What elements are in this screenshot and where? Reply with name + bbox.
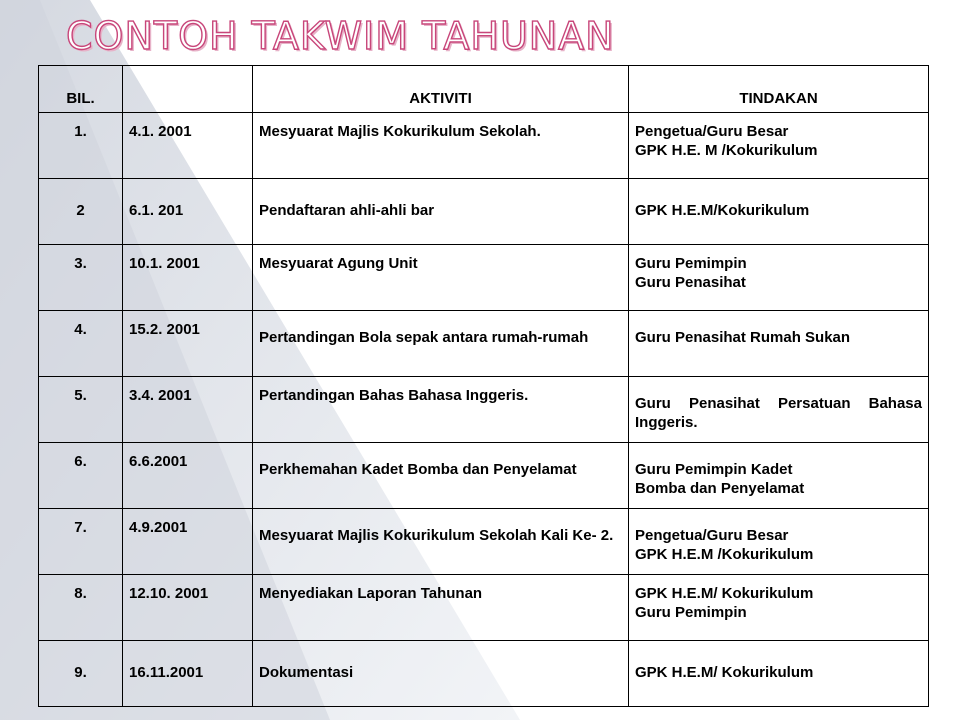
tindakan-line: Guru Penasihat Persatuan Bahasa Inggeris.: [635, 395, 922, 431]
cell-tindakan: [629, 113, 929, 179]
tindakan-line: Pengetua/Guru Besar: [635, 527, 789, 544]
header-tarikh: [123, 66, 253, 113]
cell-tindakan: [629, 245, 929, 311]
table-row: [39, 113, 929, 179]
cell-tarikh: 6.1. 201: [123, 179, 253, 245]
cell-bil: 3.: [39, 245, 123, 311]
cell-aktiviti: Pendaftaran ahli-ahli bar: [253, 179, 629, 245]
page-title: CONTOH TAKWIM TAHUNAN: [66, 14, 615, 58]
cell-bil: 4.: [39, 311, 123, 377]
tindakan-line: GPK H.E.M/Kokurikulum: [635, 202, 810, 219]
cell-tarikh: 6.6.2001: [123, 443, 253, 509]
cell-bil: 8.: [39, 575, 123, 641]
tindakan-line: Guru Pemimpin Kadet: [635, 461, 793, 478]
table-row: [39, 311, 929, 377]
cell-tarikh: 16.11.2001: [123, 641, 253, 707]
cell-aktiviti: Perkhemahan Kadet Bomba dan Penyelamat: [253, 443, 629, 509]
cell-bil: 5.: [39, 377, 123, 443]
table-row: [39, 179, 929, 245]
table-row: [39, 443, 929, 509]
cell-tarikh: 4.1. 2001: [123, 113, 253, 179]
tindakan-line: Bomba dan Penyelamat: [635, 480, 805, 497]
header-aktiviti: AKTIVITI: [253, 66, 629, 113]
table-row: [39, 575, 929, 641]
tindakan-line: GPK H.E.M /Kokurikulum: [635, 546, 814, 563]
cell-tindakan: [629, 575, 929, 641]
cell-bil: 6.: [39, 443, 123, 509]
table-row: [39, 245, 929, 311]
table-header-row: [39, 66, 929, 113]
cell-aktiviti: Menyediakan Laporan Tahunan: [253, 575, 629, 641]
cell-aktiviti: Mesyuarat Majlis Kokurikulum Sekolah Kali Ke- 2.: [253, 509, 629, 575]
cell-tindakan: [629, 377, 929, 443]
cell-aktiviti: Pertandingan Bola sepak antara rumah-rumah: [253, 311, 629, 377]
cell-aktiviti: Mesyuarat Agung Unit: [253, 245, 629, 311]
tindakan-line: GPK H.E. M /Kokurikulum: [635, 142, 818, 159]
tindakan-line: Guru Penasihat: [635, 274, 746, 291]
table-row: [39, 641, 929, 707]
tindakan-line: Guru Pemimpin: [635, 255, 747, 272]
cell-tindakan: [629, 641, 929, 707]
cell-tindakan: [629, 179, 929, 245]
cell-bil: 9.: [39, 641, 123, 707]
header-tindakan: TINDAKAN: [629, 66, 929, 113]
cell-aktiviti: Pertandingan Bahas Bahasa Inggeris.: [253, 377, 629, 443]
cell-tarikh: 3.4. 2001: [123, 377, 253, 443]
cell-tindakan: [629, 509, 929, 575]
tindakan-line: Guru Penasihat Rumah Sukan: [635, 329, 851, 346]
cell-aktiviti: Dokumentasi: [253, 641, 629, 707]
header-bil: BIL.: [39, 66, 123, 113]
cell-tindakan: [629, 443, 929, 509]
tindakan-line: Guru Pemimpin: [635, 604, 747, 621]
cell-aktiviti: Mesyuarat Majlis Kokurikulum Sekolah.: [253, 113, 629, 179]
cell-bil: 1.: [39, 113, 123, 179]
annual-calendar-table: [38, 65, 929, 707]
table-row: [39, 377, 929, 443]
cell-tarikh: 12.10. 2001: [123, 575, 253, 641]
cell-bil: 7.: [39, 509, 123, 575]
cell-bil: 2: [39, 179, 123, 245]
tindakan-line: GPK H.E.M/ Kokurikulum: [635, 664, 814, 681]
tindakan-line: Pengetua/Guru Besar: [635, 123, 789, 140]
cell-tarikh: 15.2. 2001: [123, 311, 253, 377]
cell-tarikh: 10.1. 2001: [123, 245, 253, 311]
tindakan-line: GPK H.E.M/ Kokurikulum: [635, 585, 814, 602]
table-row: [39, 509, 929, 575]
cell-tindakan: [629, 311, 929, 377]
cell-tarikh: 4.9.2001: [123, 509, 253, 575]
